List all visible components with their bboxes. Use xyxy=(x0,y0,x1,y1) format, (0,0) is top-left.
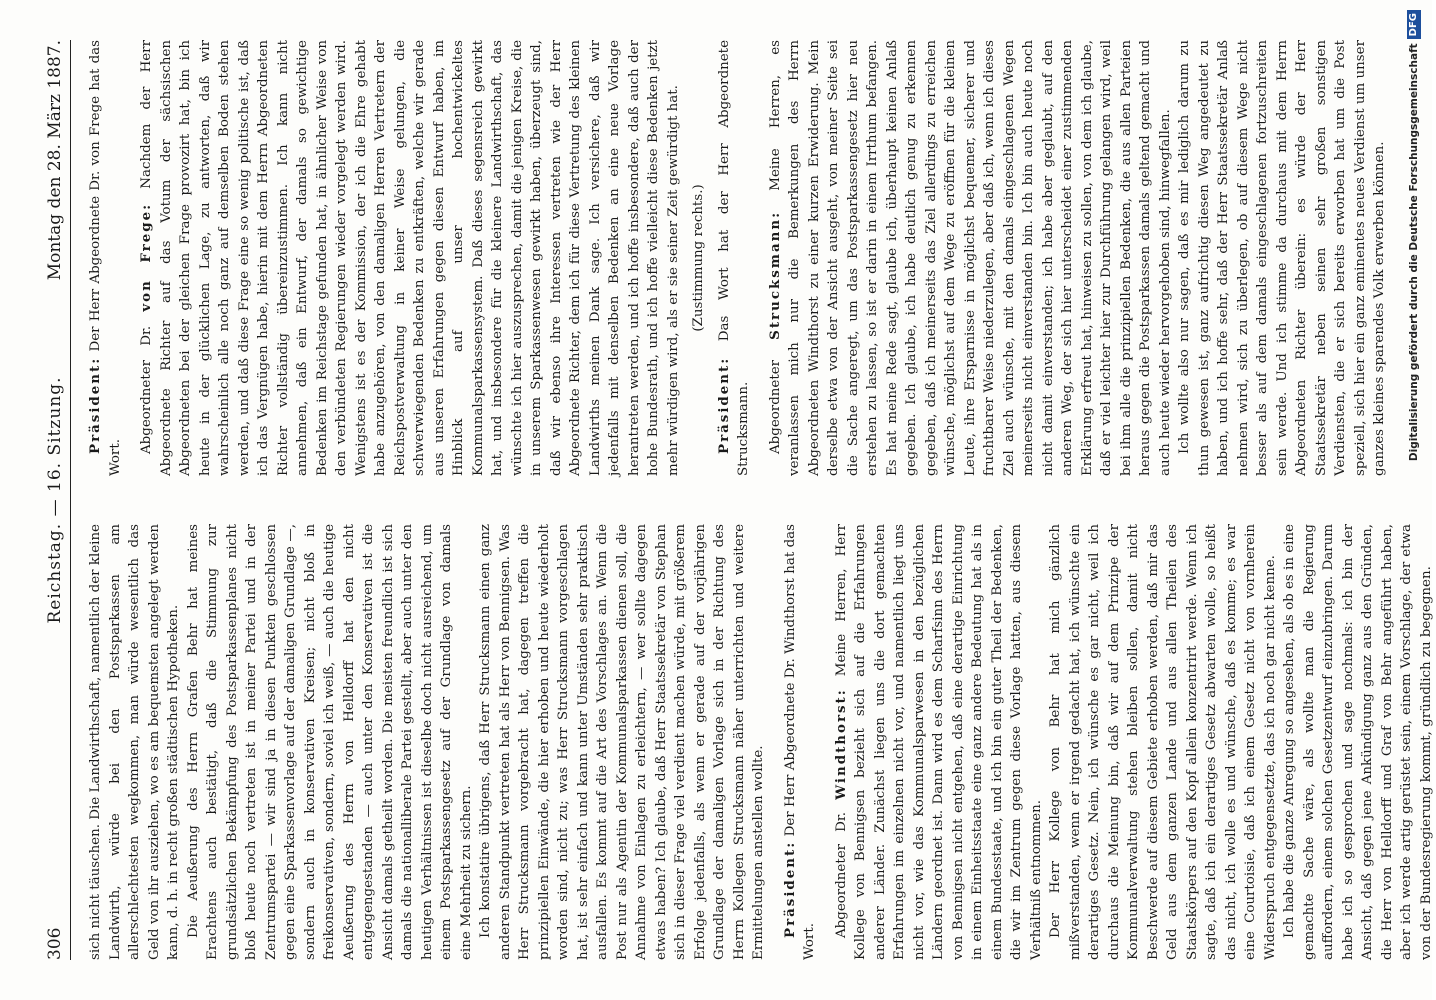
speech-opening xyxy=(832,524,1047,960)
speaker-intro: Abgeordneter Dr. xyxy=(833,811,849,938)
paragraph: Der Herr Kollege von Behr hat mich gänzlich mißverstanden, wenn er irgend gedacht hat, ich wünschte ein derartiges Gesetz. Nein, ich wünsche es gar nicht, weil ich durchaus die Meinung bin, daß wir auf dem Prinzipe der Kommunalverwaltung stehen bleiben sollen, damit nicht Beschwerde auf diesem Gebiete erhoben werden, daß mir das Geld aus dem ganzen Lande und aus allen Theilen des Staatskörpers auf den Kopf allein konzentrirt werde. Wenn ich sagte, daß ich ein derartiges Gesetz abwarten wolle, so heißt das nicht, ich wolle es und wünsche, daß es komme; es war eine Courtoisie, daß ich einem Gesetz nicht von vornherein Widerspruch entgegensetzte, das ich noch gar nicht kenne. xyxy=(1048,524,1278,960)
paragraph: Ich wollte also nur sagen, daß es mir lediglich darum zu thun gewesen ist, ganz aufrichtig diesen Weg angedeutet zu haben, und ich hoffe sehr, daß der Herr Staatssekretär Anlaß nehmen wird, sich zu überlegen, ob auf diesem Wege nicht besser als auf dem damals eingeschlagenen fortzuschreiten sein werde. Und ich stimme da durchaus mit dem Herrn Abgeordneten Richter überein: es würde der Herr Staatssekretär neben seinen sehr großen sonstigen Verdiensten, die er sich bereits erworben hat um die Post speziell, sich hier ein ganz eminentes neues Verdienst um unser ganzes kleines sparendes Volk erwerben können. xyxy=(1177,40,1387,476)
speaker-name: von Frege: xyxy=(138,202,154,312)
president-label: Präsident: xyxy=(87,356,103,454)
session-title: Reichstag. — 16. Sitzung. xyxy=(45,376,65,624)
page-number: 306 xyxy=(45,927,65,960)
speaker-intro: Abgeordneter xyxy=(767,359,783,454)
digitization-credit xyxy=(1397,0,1432,1000)
page-header xyxy=(40,40,71,960)
paragraph: Ich konstatire übrigens, daß Herr Strucksmann einen ganz anderen Standpunkt vertreten hat als Herr von Bennigsen. Was Herr Strucksmann vorgebracht hat, dagegen treffen die prinzipiellen Einwände, die hier erhoben und heute wiederholt worden sind, nicht zu; was Herr Strucksmann vorgeschlagen hat, ist sehr einfach und kann unter Umständen sehr praktisch ausfallen. Es kommt auf die Art des Vorschlages an. Wenn die Post nur als Agentin der Kommunalsparkassen dienen soll, die Annahme von Einlagen zu erleichtern, — wer sollte dagegen etwas haben? Ich glaube, daß Herr Staatssekretär von Stephan sich in dieser Frage viel verdient machen würde, mit größerem Erfolge jedenfalls, als wenn er gerade auf der vorjährigen Grundlage der damaligen Vorlage sich in der Richtung des Herrn Kollegen Strucksmann näher unterrichten und weitere Ermittelungen anstellen wollte. xyxy=(478,524,766,960)
president-label: Präsident: xyxy=(715,356,732,454)
speaker-name: Strucksmann: xyxy=(766,210,783,340)
president-text: Der Herr Abgeordnete Dr. von Frege hat das Wort. xyxy=(88,39,123,476)
paragraph: Meine Herren, Herr Kollege von Bennigsen bezieht sich auf die Erfahrungen anderer Länder. Zunächst liegen uns die dort gemachten Erfahrungen im einzelnen nicht vor, und namentlich liegt uns nicht vor, wie das Kommunalsparwesen in den bezüglichen Ländern geordnet ist. Dann wird es dem Scharfsinn des Herrn von Bennigsen nicht entgehen, daß eine derartige Einrichtung in einem Einheitsstaate eine ganz andere Bedeutung hat als in einem Bundesstaate, und ich bin ein guter Theil der Bedenken, die wir im Zentrum gegen diese Vorlage hatten, aus diesem Verhältniß entnommen. xyxy=(833,524,1044,960)
president-label: Präsident: xyxy=(781,840,798,938)
president-text: Der Herr Abgeordnete Dr. Windthorst hat das Wort. xyxy=(782,524,817,960)
applause-note: (Zustimmung rechts.) xyxy=(691,184,706,332)
president-statement xyxy=(86,40,125,476)
paragraph: sich nicht täuschen. Die Landwirthschaft, namentlich der kleine Landwirth, würde bei den Postsparkassen am allerschlechtesten wegkommen, man würde wesentlich das Geld von ihr ausziehen, wo es am bequemsten angelegt werden kann, d. h. in recht großen städtischen Hypotheken. xyxy=(88,524,181,960)
paragraph: Meine Herren, es veranlassen mich nur die Bemerkungen des Herrn Abgeordneten Windthorst zu einer kurzen Erwiderung. Mein derselbe etwa von der Ansicht ausgeht, von meiner Seite sei die Sache angeregt, um das Postsparkassengesetz hier neu erstehen zu lassen, so ist er darin in einem Irrthum befangen. Es hat meine Rede sagt, glaube ich, überhaupt keinen Anlaß gegeben. Ich glaube, ich habe deutlich genug zu erkennen gegeben, daß ich meinerseits das Ziel allerdings zu erreichen wünsche, möglichst auf dem Wege zu eröffnen für die kleinen Leute, ihre Ersparnisse in möglichst bequemer, sicherer und fruchtbarer Weise niederzulegen, aber daß ich, wenn ich dieses Ziel auch wünsche, mit den damals eingeschlagenen Wegen meinerseits nicht einverstanden bin. Ich bin auch heute noch nicht damit einverstanden; ich habe aber geglaubt, auf den anderen Weg, der sich hier unterscheidet einer zustimmenden Erklärung erfreut hat, hinweisen zu sollen, von dem ich glaube, daß er viel leichter hier zur Durchführung gelangen wird, weil bei ihm alle die prinzipiellen Bedenken, die aus allen Parteien heraus gegen die Postsparkassen damals geltend gemacht und auch heute wieder hervorgehoben sind, hinwegfallen. xyxy=(767,40,1173,476)
dfg-logo: DFG xyxy=(1407,10,1421,39)
president-statement xyxy=(715,40,754,476)
speech-opening xyxy=(137,40,683,476)
credit-text-row xyxy=(1397,0,1432,1000)
speech-opening xyxy=(766,40,1176,476)
credit-text: Digitalisierung gefördert durch die Deutsche Forschungsgemeinschaft xyxy=(1408,43,1420,462)
session-date: Montag den 28. März 1887. xyxy=(45,40,65,281)
paragraph: Nachdem der Herr Abgeordnete Richter auf das Votum der sächsischen Abgeordneten bei der gleichen Frage provozirt hat, bin ich heute in der glücklichen Lage, zu antworten, daß wir wahrscheinlich alle noch ganz auf demselben Boden stehen werden, und daß diese Frage eine so wenig politische ist, daß ich das Vergnügen habe, hierin mit dem Herrn Abgeordneten Richter vollständig übereinzustimmen. Ich kann nicht annehmen, daß ein Entwurf, der damals so gewichtige Bedenken im Reichstage gefunden hat, in ähnlicher Weise von den verbündeten Regierungen wieder vorgelegt werden wird. Wenigstens ist es der Kommission, der ich die Ehre gehabt habe anzugehören, von den damaligen Herren Vertretern der Reichspostverwaltung in keiner Weise gelungen, die schwerwiegenden Bedenken zu entkräften, welche wir gerade aus unseren Erfahrungen gegen diesen Entwurf haben, im Hinblick auf unser hochentwickeltes Kommunalsparkassensystem. Daß dieses segensreich gewirkt hat, und insbesondere für die kleinere Landwirthschaft, das wünschte ich hier auszusprechen, damit die jenigen Kreise, die in unserem Sparkassenwesen gewirkt haben, überzeugt sind, daß wir ebenso ihre Interessen vertreten wie der Herr Abgeordnete Richter, dem ich für diese Vertretung des kleinen Landwirths meinen Dank sage. Ich versichere, daß wir jedenfalls mit denselben Bedenken an eine neue Vorlage herantreten werden, und ich hoffe insbesondere, daß auch der hohe Bundesrath, und ich hoffe vielleicht diese Bedenken jetzt mehr würdigen wird, als er sie seiner Zeit gewürdigt hat. xyxy=(139,40,681,476)
speaker-name: Windthorst: xyxy=(832,688,849,800)
left-column xyxy=(86,524,1434,960)
paragraph: Die Aeußerung des Herrn Grafen Behr hat meines Erachtens auch bestätigt, daß die Stimmung zur grundsätzlichen Bekämpfung des Postsparkassenplanes nicht bloß heute noch vertreten ist in meiner Partei und in der Zentrumspartei — wir sind ja in diesen Punkten geschlossen gegen eine Sparkassenvorlage auf der damaligen Grundlage —, sondern auch in konservativen Kreisen; nicht bloß in freikonservativen, sondern, soviel ich weiß, — auch die heutige Aeußerung des Herrn von Helldorff hat den nicht entgegengestanden — auch unter den Konservativen ist die Ansicht damals getheilt worden. Die meisten freundlich ist sich damals die nationalliberale Partei gestellt, aber auch unter den heutigen Verhältnissen ist dieselbe doch nicht ausreichend, um einem Postsparkassengesetz auf der Grundlage von damals eine Mehrheit zu sichern. xyxy=(185,524,474,960)
president-text: Das Wort hat der Herr Abgeordnete Strucksmann. xyxy=(716,40,751,476)
president-statement xyxy=(781,524,820,960)
speaker-intro: Abgeordneter Dr. xyxy=(139,325,154,454)
right-column xyxy=(86,39,1387,476)
paragraph: Ich habe die ganze Anregung so angesehen, als ob es in eine gemachte Sache wäre, als wollte man die Regierung auffordern, einem solchen Gesetzentwurf einzubringen. Darum habe ich so gesprochen und sage nochmals: ich bin der Ansicht, daß gegen jene Ankündigung ganz aus den Gründen, die Herr von Helldorff und Graf von Behr angeführt haben, aber ich werde artig gerüstet sein, einem Vorschlage, der etwa von der Bundesregierung kommt, gründlich zu begegnen. xyxy=(1282,524,1434,960)
